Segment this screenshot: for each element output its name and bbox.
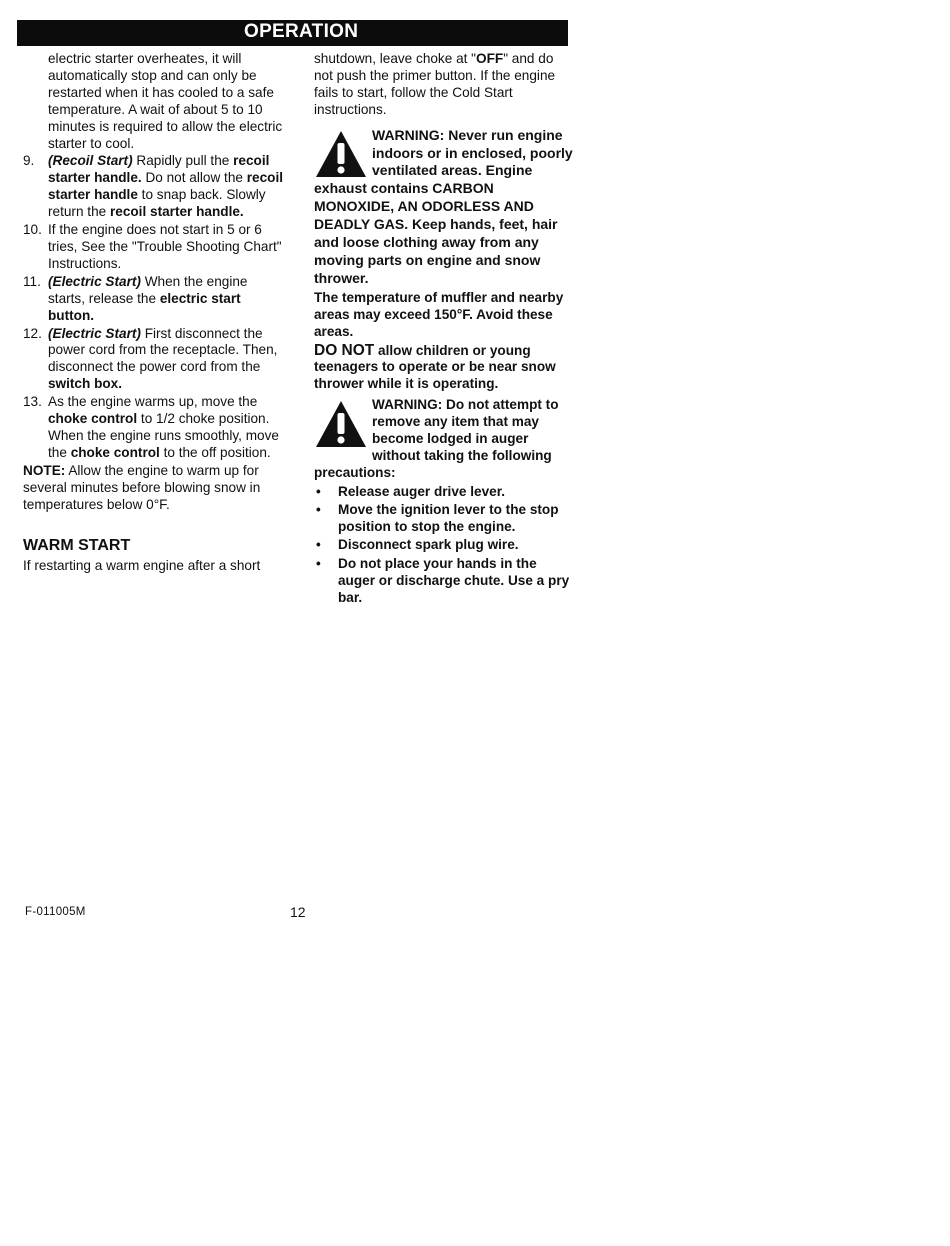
page-number: 12 <box>290 904 306 920</box>
list-item-text: Do not place your hands in the auger or discharge chute. Use a pry bar. <box>338 555 570 605</box>
section-title: OPERATION <box>244 21 359 42</box>
auger-warning <box>314 397 576 482</box>
note-text: Allow the engine to warm up for several minutes before blowing snow in temperatures below 0°F. <box>23 462 261 512</box>
list-item-text: Disconnect spark plug wire. <box>338 537 519 553</box>
step-text: to the off position. <box>159 444 271 460</box>
do-not-label: DO NOT <box>314 341 375 359</box>
step-13 <box>23 394 285 462</box>
step-number: 9. <box>23 153 35 169</box>
text: shutdown, leave choke at " <box>314 51 477 66</box>
bullet-icon: • <box>316 483 321 499</box>
warm-start-text: If restarting a warm engine after a short <box>23 558 261 574</box>
step-label: (Recoil Start) <box>48 153 133 169</box>
bullet-icon: • <box>316 555 321 571</box>
document-code: F-011005M <box>25 906 86 918</box>
muffler-temperature-warning: The temperature of muffler and nearby areas may exceed 150°F. Avoid these areas. <box>314 289 564 339</box>
warm-start-heading: WARM START <box>23 537 131 555</box>
right-column <box>314 51 576 608</box>
precaution-list <box>314 484 576 607</box>
step-11 <box>23 274 285 325</box>
step-9 <box>23 153 285 221</box>
step-number: 10. <box>23 222 42 238</box>
step-text: to snap back. Slowly return the <box>48 187 266 220</box>
list-item <box>314 556 576 607</box>
bullet-icon: • <box>316 502 321 518</box>
step-12 <box>23 326 285 394</box>
step-text: When the engine starts, release the <box>48 273 248 306</box>
children-warning <box>314 343 576 394</box>
list-item-text: Release auger drive lever. <box>338 483 506 499</box>
bullet-icon: • <box>316 537 321 553</box>
step-bold: choke control <box>70 444 160 460</box>
step-bold: recoil starter handle. <box>109 204 244 220</box>
section-header-bar <box>17 20 568 46</box>
step-number: 11. <box>23 273 41 289</box>
warning-triangle-icon <box>314 129 368 179</box>
warning-triangle-icon <box>314 399 368 449</box>
step-label: (Electric Start) <box>48 325 141 341</box>
step-text: First disconnect the power cord from the receptacle. Then, disconnect the power cord from the <box>48 325 278 375</box>
step-number: 13. <box>23 394 42 410</box>
step-number: 12. <box>23 325 42 341</box>
left-column <box>23 51 285 575</box>
step-bold: choke control <box>48 411 138 427</box>
step-bold: recoil starter handle. <box>48 153 270 186</box>
step-text: If the engine does not start in 5 or 6 tries, See the "Trouble Shooting Chart" Instructions. <box>48 222 282 271</box>
list-item <box>314 537 576 554</box>
warning-text: WARNING: Never run engine indoors or in enclosed, poorly ventilated areas. Engine exhaust contains CARBON MONOXIDE, AN ODORLESS AND DEADLY GAS. Keep hands, feet, hair and loose clothing away from any moving parts on engine and snow thrower. <box>314 126 573 286</box>
list-item <box>314 502 576 536</box>
text: " and do not push the primer button. If the engine fails to start, follow the Cold Start instructions. <box>314 51 556 117</box>
warning-text: WARNING: Do not attempt to remove any item that may become lodged in auger without taking the following precautions: <box>314 397 559 480</box>
step-text: As the engine warms up, move the <box>48 394 258 410</box>
note-paragraph <box>23 463 285 514</box>
intro-paragraph: electric starter overheates, it will automatically stop and can only be restarted when it has cooled to a safe temperature. A wait of about 5 to 10 minutes is required to allow the electric starter to cool. <box>48 51 283 151</box>
carbon-monoxide-warning <box>314 127 576 288</box>
list-item-text: Move the ignition lever to the stop position to stop the engine. <box>338 502 559 535</box>
warning-text: allow children or young teenagers to operate or be near snow thrower while it is operating. <box>314 342 556 392</box>
step-bold: switch box. <box>48 376 123 392</box>
step-label: (Electric Start) <box>48 273 141 289</box>
note-label: NOTE: <box>23 462 66 478</box>
choke-off-label: OFF <box>476 51 504 66</box>
step-text: to 1/2 choke position. When the engine runs smoothly, move the <box>48 411 279 460</box>
step-bold: recoil starter handle <box>48 170 284 203</box>
warm-start-continued <box>314 51 576 119</box>
step-bold: electric start button. <box>48 290 241 323</box>
list-item <box>314 484 576 501</box>
step-text: Rapidly pull the <box>132 153 234 169</box>
step-10 <box>23 222 285 273</box>
step-text: Do not allow the <box>141 170 247 186</box>
